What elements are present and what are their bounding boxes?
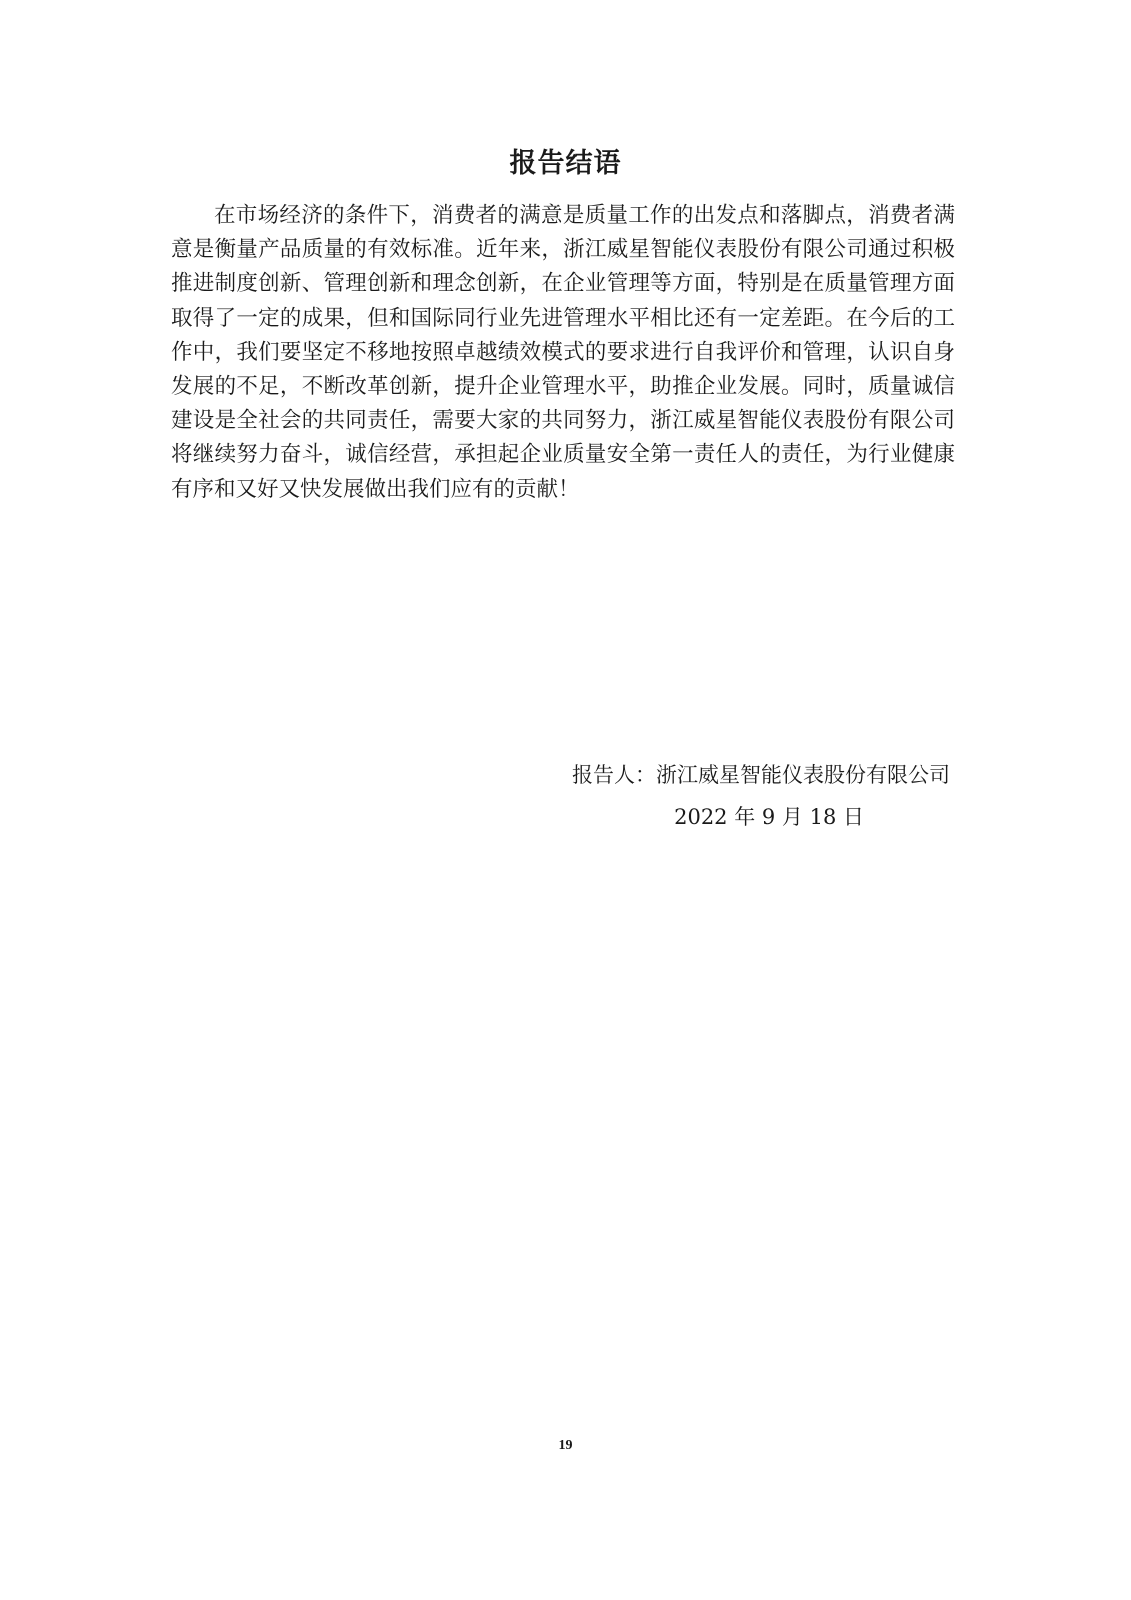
- report-date: 2022 年 9 月 18 日: [674, 805, 864, 829]
- signature-block: [540, 758, 960, 834]
- reporter-line: 报告人：浙江威星智能仪表股份有限公司: [572, 763, 950, 787]
- body-paragraph: 在市场经济的条件下，消费者的满意是质量工作的出发点和落脚点，消费者满意是衡量产品质量的有效标准。近年来，浙江威星智能仪表股份有限公司通过积极推进制度创新、管理创新和理念创新，在企业管理等方面，特别是在质量管理方面取得了一定的成果，但和国际同行业先进管理水平相比还有一定差距。在今后的工作中，我们要坚定不移地按照卓越绩效模式的要求进行自我评价和管理，认识自身发展的不足，不断改革创新，提升企业管理水平，助推企业发展。同时，质量诚信建设是全社会的共同责任，需要大家的共同努力，浙江威星智能仪表股份有限公司将继续努力奋斗，诚信经营，承担起企业质量安全第一责任人的责任，为行业健康有序和又好又快发展做出我们应有的贡献！: [171, 203, 955, 502]
- page-title: 报告结语: [509, 148, 622, 179]
- page-number: 19: [558, 1438, 573, 1453]
